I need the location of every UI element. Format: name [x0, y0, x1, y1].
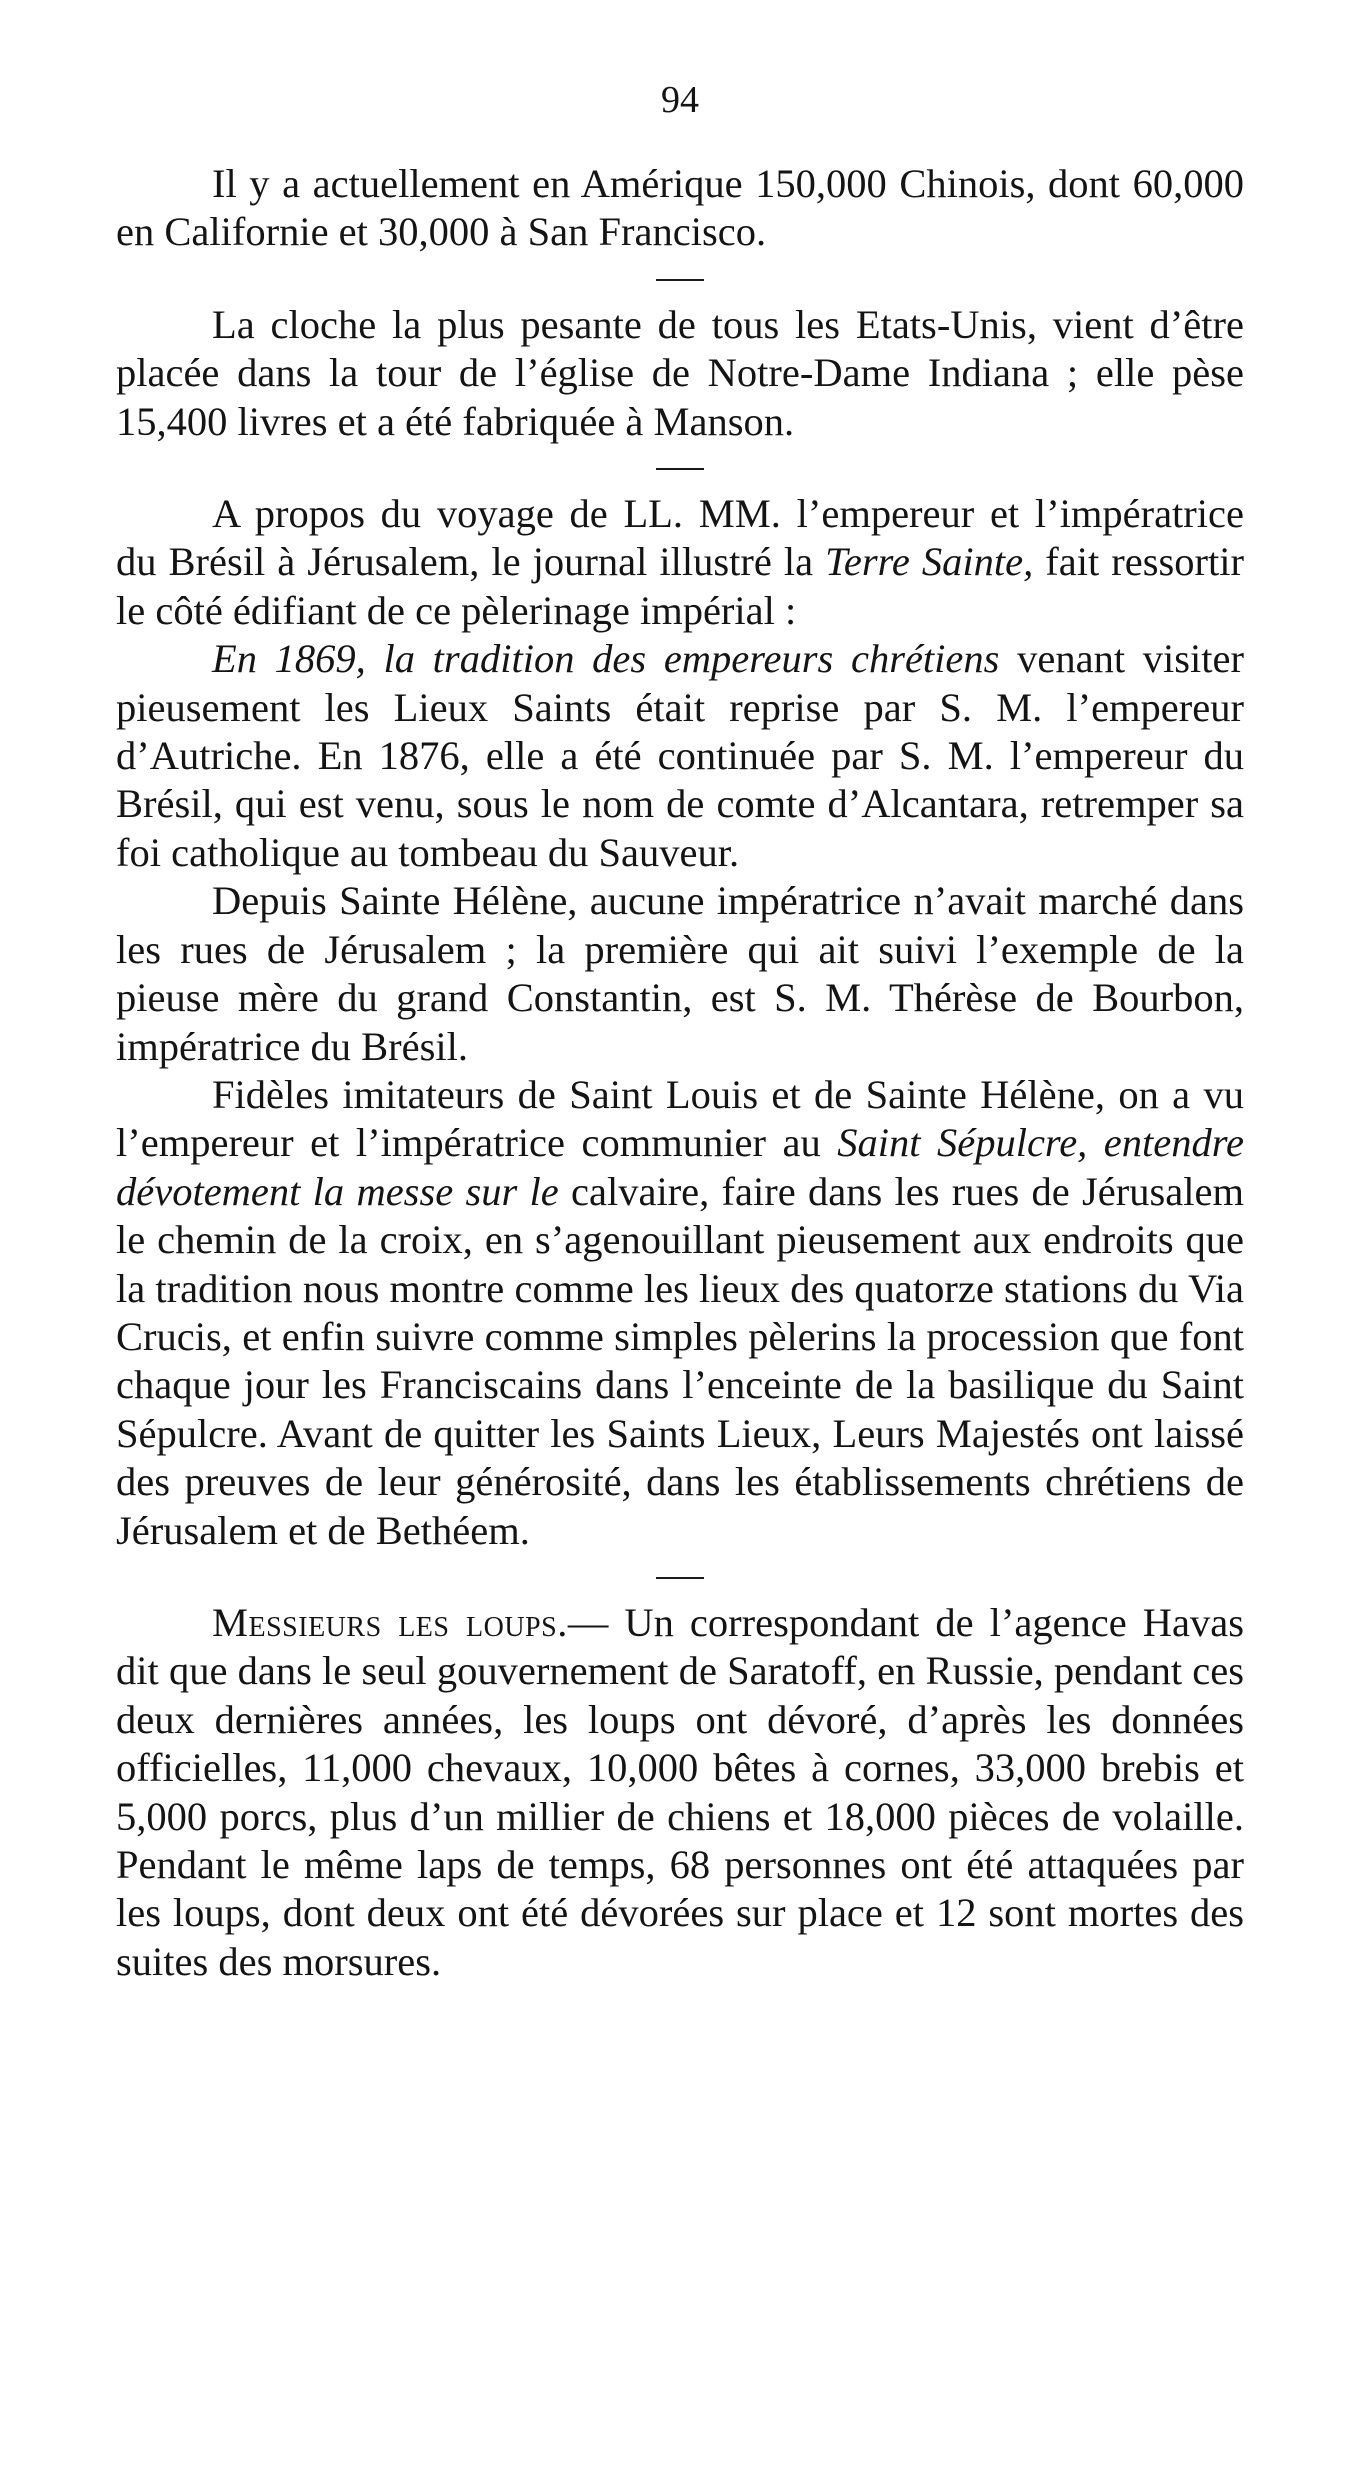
imitators-italic-text: Saint Sépulcre, entendre dévotement la messe sur le [116, 1120, 1244, 1214]
voyage-intro-text: A propos du voyage de LL. MM. l’empereur et l’impératrice du Brésil à Jérusalem, le journal illustré la [116, 491, 1244, 585]
paragraph-faithful-imitators [116, 1071, 1244, 1555]
page-number: 94 [661, 79, 699, 121]
wolves-heading: Messieurs les loups. [212, 1599, 568, 1645]
imitators-text-end: calvaire, faire dans les rues de Jérusalem le chemin de la croix, en s’agenouillant pieusement aux endroits que la tradition nous montre comme les lieux des quatorze stations du Via Crucis, et enfin suivre comme simples pèlerins la procession que font chaque jour les Franciscains dans l’enceinte de la basilique du Saint Sépulcre. Avant de quitter les Saints Lieux, Leurs Majestés ont laissé des preuves de leur générosité, dans les établissements chrétiens de Jérusalem et de Bethéem. [116, 1168, 1244, 1553]
paragraph-heaviest-bell: La cloche la plus pesante de tous les Etats-Unis, vient d’être placée dans la tour de l’église de Notre-Dame Indiana ; elle pèse 15,400 livres et a été fabriquée à Manson. [116, 301, 1244, 444]
section-separator [656, 279, 704, 281]
tradition-text: venant visiter pieusement les Lieux Saints était reprise par S. M. l’empereur d’Autriche. En 1876, elle a été continuée par S. M. l’empereur du Brésil, qui est venu, sous le nom de comte d’Alcantara, retremper sa foi catholique au tombeau du Sauveur. [116, 636, 1244, 875]
voyage-intro-text-end: fait ressortir le côté édifiant de ce pèlerinage impérial : [116, 539, 1244, 633]
section-separator [656, 1577, 704, 1579]
imitators-text-start: Fidèles imitateurs de Saint Louis et de Sainte Hélène, on a vu l’empereur et l’impératrice communier au [116, 1071, 1244, 1166]
paragraph-empress-jerusalem: Depuis Sainte Hélène, aucune impératrice n’avait marché dans les rues de Jérusalem ; la première qui ait suivi l’exemple de la pieuse mère du grand Constantin, est S. M. Thérèse de Bourbon, impératrice du Brésil. [116, 878, 1244, 1069]
tradition-italic-lead: En 1869, la tradition des empereurs chrétiens [212, 636, 1000, 682]
journal-title: Terre Sainte, [825, 539, 1034, 585]
section-separator [656, 468, 704, 470]
paragraph-wolves [116, 1599, 1244, 1986]
wolves-text: — Un correspondant de l’agence Havas dit que dans le seul gouvernement de Saratoff, en Russie, pendant ces deux dernières années, les loups ont dévoré, d’après les données officielles, 11,000 chevaux, 10,000 bêtes à cornes, 33,000 brebis et 5,000 porcs, plus d’un millier de chiens et 18,000 pièces de volaille. Pendant le même laps de temps, 68 personnes ont été attaquées par les loups, dont deux ont été dévorées sur place et 12 sont mortes des suites des morsures. [116, 1599, 1244, 1984]
document-page [116, 80, 1244, 1986]
paragraph-emperor-voyage [116, 490, 1244, 635]
paragraph-emperors-tradition [116, 635, 1244, 877]
paragraph-chinese-in-america: Il y a actuellement en Amérique 150,000 Chinois, dont 60,000 en Californie et 30,000 à San Francisco. [116, 161, 1244, 255]
